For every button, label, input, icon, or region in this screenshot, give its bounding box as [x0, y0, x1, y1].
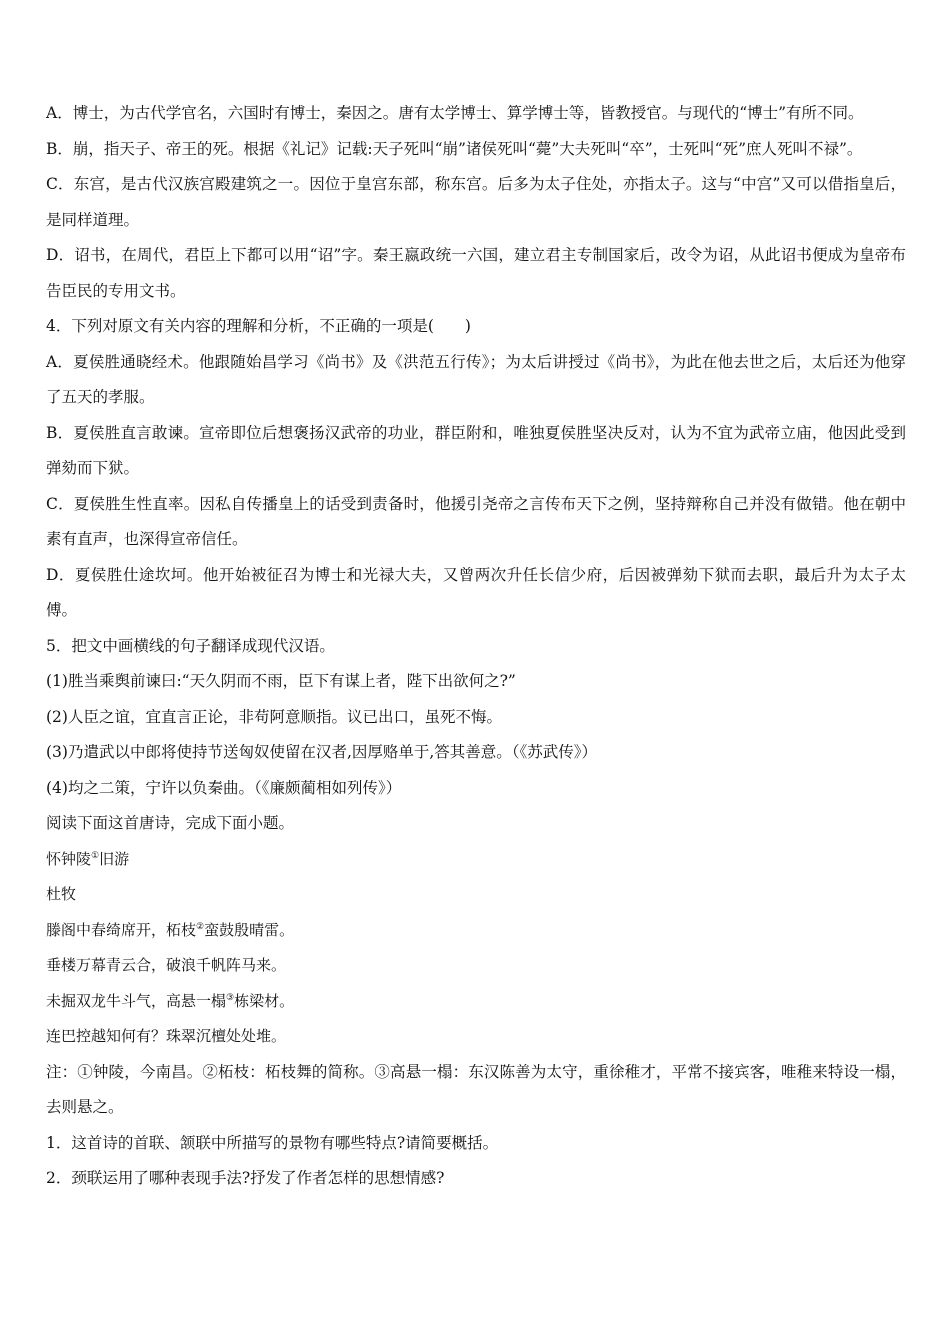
q4-option-a: A．夏侯胜通晓经术。他跟随始昌学习《尚书》及《洪范五行传》；为太后讲授过《尚书》，为此在他去世之后，太后还为他穿了五天的孝服。 [46, 352, 906, 406]
q3-option-a: A．博士，为古代学官名，六国时有博士，秦因之。唐有太学博士、算学博士等，皆教授官。与现代的“博士”有所不同。 [46, 104, 864, 122]
poem-line-2: 垂楼万幕青云合，破浪千帆阵马来。 [46, 956, 287, 974]
poem-line-1: 滕阁中春绮席开，柘枝②蛮鼓殷晴雷。 [46, 920, 295, 939]
q5-item-4: (4)均之二策，宁许以负秦曲。（《廉颇蔺相如列传》） [46, 778, 402, 797]
footnote-mark-3: ③ [226, 992, 235, 1003]
q4-stem: 4．下列对原文有关内容的理解和分析，不正确的一项是( ) [46, 317, 471, 335]
poem-title: 怀钟陵①旧游 [46, 849, 130, 868]
q3-option-d: D．诏书，在周代，君臣上下都可以用“诏”字。秦王嬴政统一六国，建立君主专制国家后，改令为诏，从此诏书便成为皇帝布告臣民的专用文书。 [46, 246, 906, 300]
q4-option-b: B．夏侯胜直言敢谏。宣帝即位后想褒扬汉武帝的功业，群臣附和，唯独夏侯胜坚决反对，认为不宜为武帝立庙，他因此受到弹劾而下狱。 [46, 423, 906, 477]
q3-option-b: B．崩，指天子、帝王的死。根据《礼记》记载:天子死叫“崩”诸侯死叫“薨”大夫死叫“卒”，士死叫“死”庶人死叫不禄”。 [46, 139, 863, 158]
q5-item-3: (3)乃遣武以中郎将使持节送匈奴使留在汉者,因厚赂单于,答其善意。（《苏武传》） [46, 743, 598, 761]
footnote-mark-2: ② [196, 921, 205, 932]
poem-note: 注：①钟陵，今南昌。②柘枝：柘枝舞的简称。③高悬一榻：东汉陈善为太守，重徐稚才，平常不接宾客，唯稚来特设一榻，去则悬之。 [46, 1062, 906, 1116]
q5-item-1: (1)胜当乘舆前谏曰:“天久阴而不雨，臣下有谋上者，陛下出欲何之?” [46, 672, 516, 690]
poem-question-1: 1．这首诗的首联、颔联中所描写的景物有哪些特点?请简要概括。 [46, 1133, 499, 1152]
q5-item-2: (2)人臣之谊，宜直言正论，非苟阿意顺指。议已出口，虽死不悔。 [46, 707, 502, 726]
q3-option-c: C．东宫，是古代汉族宫殿建筑之一。因位于皇宫东部，称东宫。后多为太子住处，亦指太子。这与“中宫”又可以借指皇后，是同样道理。 [46, 175, 906, 229]
poem-author: 杜牧 [46, 885, 77, 903]
poem-line-3: 未掘双龙牛斗气，高悬一榻③栋梁材。 [46, 991, 295, 1010]
q5-stem: 5．把文中画横线的句子翻译成现代汉语。 [46, 636, 335, 655]
poem-question-2: 2．颈联运用了哪种表现手法?抒发了作者怎样的思想情感? [46, 1169, 445, 1187]
q4-option-d: D．夏侯胜仕途坎坷。他开始被征召为博士和光禄大夫，又曾两次升任长信少府，后因被弹劾下狱而去职，最后升为太子太傅。 [46, 565, 906, 619]
footnote-mark-1: ① [91, 850, 100, 861]
q4-option-c: C．夏侯胜生性直率。因私自传播皇上的话受到责备时，他援引尧帝之言传布天下之例，坚持辩称自己并没有做错。他在朝中素有直声，也深得宣帝信任。 [46, 494, 906, 548]
poem-line-4: 连巴控越知何有？珠翠沉檀处处堆。 [46, 1027, 287, 1045]
poem-intro: 阅读下面这首唐诗，完成下面小题。 [46, 814, 295, 832]
document-page [46, 96, 906, 1197]
